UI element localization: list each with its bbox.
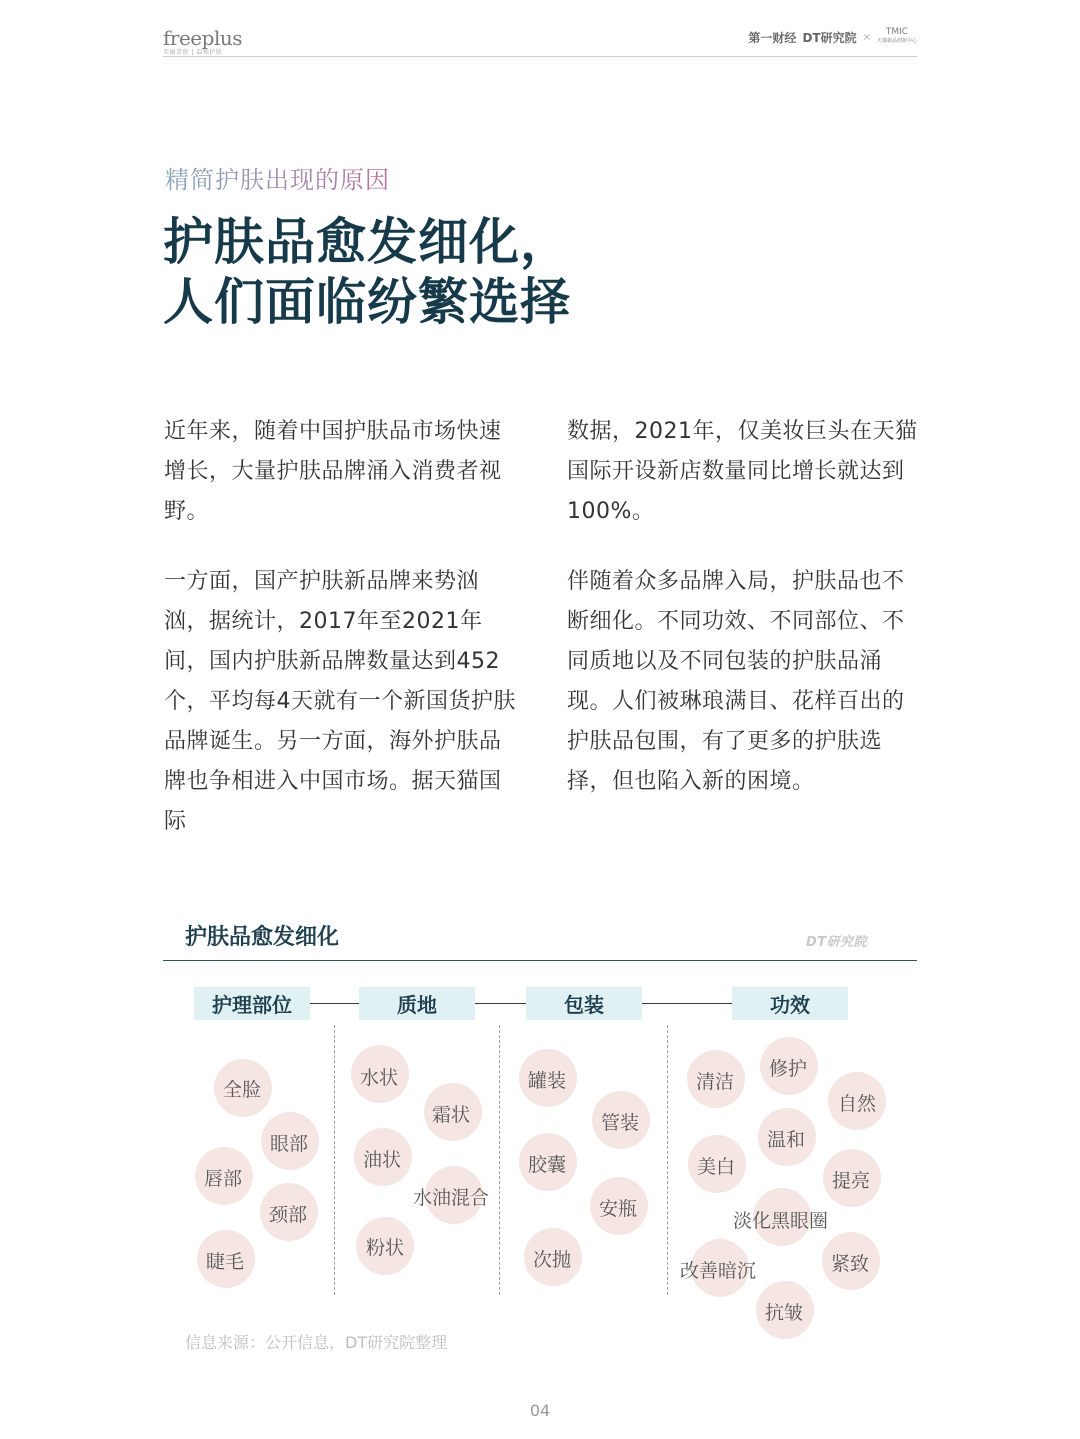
page-title-line-2: 人们面临纷繁选择: [163, 273, 571, 331]
item-label: 自然: [838, 1093, 877, 1115]
item-label: 安瓶: [599, 1198, 638, 1220]
item-label: 全脸: [223, 1079, 262, 1101]
figure-title-rule: [163, 960, 917, 961]
item-label: 修护: [769, 1058, 808, 1080]
tmic-logo-subtext: 天猫新品创新中心: [876, 38, 917, 44]
item-label: 睫毛: [206, 1251, 245, 1273]
freeplus-logo: [163, 26, 242, 56]
category-texture: 质地: [359, 987, 475, 1020]
page-title: [163, 212, 571, 332]
page-number: 04: [529, 1401, 551, 1420]
item-label: 颈部: [269, 1204, 308, 1226]
category-packaging: 包装: [526, 987, 642, 1020]
paragraph: 一方面，国产护肤新品牌来势汹汹，据统计，2017年至2021年间，国内护肤新品牌数量达到452个，平均每4天就有一个新国货护肤品牌诞生。另一方面，海外护肤品牌也争相进入中国市场。据天猫国际: [164, 569, 516, 834]
logo-separator: ×: [862, 31, 871, 43]
figure-brand-watermark: DT研究院: [806, 935, 868, 950]
item-label: 粉状: [366, 1237, 405, 1259]
section-kicker: 精简护肤出现的原因: [165, 160, 390, 195]
header-divider: [163, 56, 917, 57]
group-divider: [499, 1025, 500, 1295]
paragraph: 数据，2021年，仅美妆巨头在天猫国际开设新店数量同比增长就达到100%。: [567, 419, 918, 524]
yicai-logo: 第一财经: [748, 30, 797, 45]
category-efficacy: 功效: [732, 987, 848, 1020]
category-connector: [310, 1003, 359, 1004]
item-label: 改善暗沉: [680, 1260, 757, 1282]
item-label: 温和: [767, 1129, 806, 1151]
item-label: 抗皱: [765, 1302, 804, 1324]
item-label: 胶囊: [528, 1154, 567, 1176]
item-label: 清洁: [696, 1071, 735, 1093]
tmic-logo: [877, 28, 917, 46]
paragraph: 伴随着众多品牌入局，护肤品也不断细化。不同功效、不同部位、不同质地以及不同包装的护肤品涌现。人们被琳琅满目、花样百出的护肤品包围，有了更多的护肤选择，但也陷入新的困境。: [567, 569, 905, 794]
item-label: 淡化黑眼圈: [733, 1210, 829, 1232]
item-label: 水油混合: [413, 1187, 490, 1209]
category-connector: [642, 1003, 732, 1004]
group-divider: [667, 1025, 668, 1295]
dt-logo: DT研究院: [802, 30, 857, 45]
item-label: 次抛: [533, 1249, 572, 1271]
item-label: 罐装: [528, 1070, 567, 1092]
partner-logos: [748, 28, 917, 46]
category-connector: [475, 1003, 526, 1004]
freeplus-logo-subtext: 芙丽芳丝 | 温和护肤: [163, 49, 223, 56]
body-column-right: [567, 412, 919, 832]
item-label: 提亮: [832, 1170, 871, 1192]
item-label: 管装: [601, 1112, 640, 1134]
item-label: 水状: [360, 1067, 399, 1089]
item-label: 唇部: [204, 1168, 243, 1190]
item-label: 美白: [697, 1156, 736, 1178]
body-column-left: [164, 412, 516, 872]
item-label: 油状: [363, 1149, 402, 1171]
page-title-line-1: 护肤品愈发细化，: [163, 213, 571, 271]
paragraph: 近年来，随着中国护肤品市场快速增长，大量护肤品牌涌入消费者视野。: [164, 419, 502, 524]
group-divider: [334, 1025, 335, 1295]
tmic-logo-text: TMIC: [885, 27, 909, 37]
freeplus-logo-text: freeplus: [163, 26, 242, 50]
item-label: 眼部: [270, 1133, 309, 1155]
figure-source-note: 信息来源：公开信息，DT研究院整理: [185, 1333, 448, 1352]
figure-title: 护肤品愈发细化: [185, 925, 340, 950]
item-label: 霜状: [432, 1104, 471, 1126]
category-care-area: 护理部位: [194, 987, 310, 1020]
item-label: 紧致: [831, 1253, 870, 1275]
page-header: [163, 26, 917, 56]
